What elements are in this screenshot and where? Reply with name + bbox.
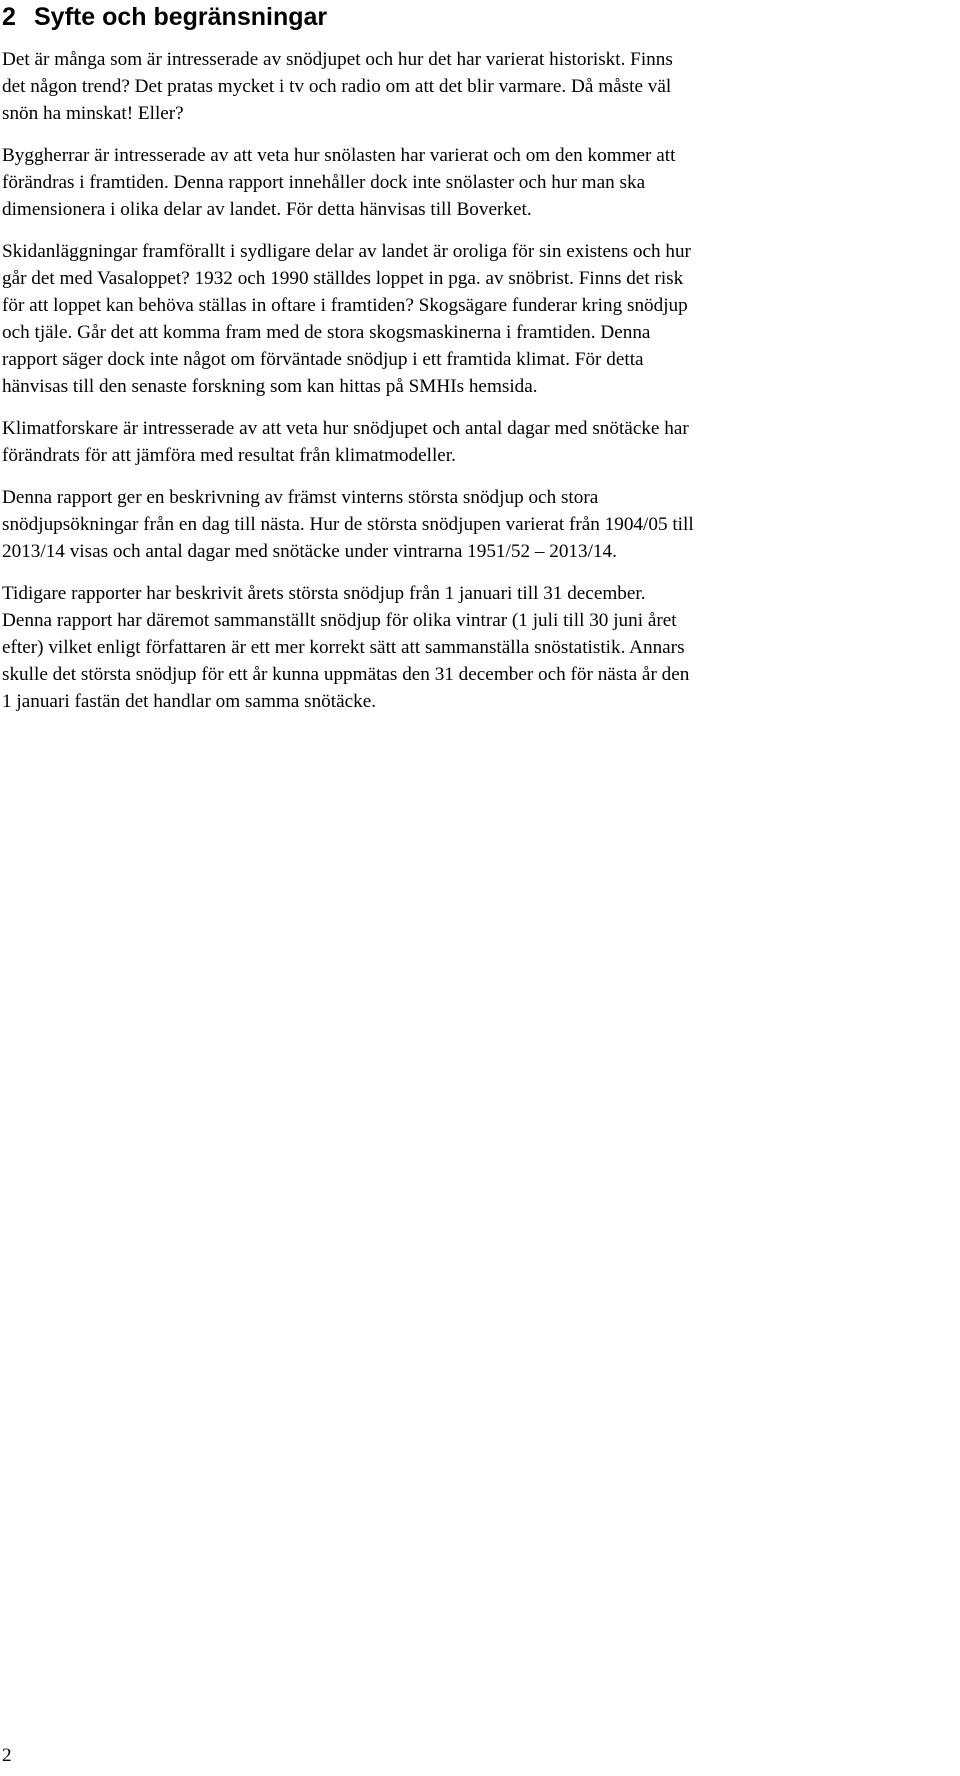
text-line: förändrats för att jämföra med resultat från klimatmodeller. <box>2 445 456 466</box>
text-line: Skidanläggningar framförallt i sydligare delar av landet är oroliga för sin existens och hur <box>2 241 691 262</box>
text-line: det någon trend? Det pratas mycket i tv och radio om att det blir varmare. Då måste väl <box>2 76 672 97</box>
paragraph-3 <box>2 238 937 400</box>
text-line: rapport säger dock inte något om förväntade snödjup i ett framtida klimat. För detta <box>2 349 644 370</box>
text-line: förändras i framtiden. Denna rapport innehåller dock inte snölaster och hur man ska <box>2 172 646 193</box>
body-text <box>2 46 937 730</box>
text-line: efter) vilket enligt författaren är ett mer korrekt sätt att sammanställa snöstatistik. Annars <box>2 637 685 658</box>
text-line: Denna rapport ger en beskrivning av främst vinterns största snödjup och stora <box>2 487 599 508</box>
text-line: 1 januari fastän det handlar om samma snötäcke. <box>2 691 377 712</box>
text-line: Tidigare rapporter har beskrivit årets största snödjup från 1 januari till 31 december. <box>2 583 646 604</box>
section-heading <box>2 2 327 32</box>
paragraph-4 <box>2 415 937 469</box>
text-line: Klimatforskare är intresserade av att veta hur snödjupet och antal dagar med snötäcke har <box>2 418 689 439</box>
text-line: Denna rapport har däremot sammanställt snödjup för olika vintrar (1 juli till 30 juni året <box>2 610 677 631</box>
text-line: snödjupsökningar från en dag till nästa. Hur de största snödjupen varierat från 1904/05 till <box>2 514 694 535</box>
text-line: Byggherrar är intresserade av att veta hur snölasten har varierat och om den kommer att <box>2 145 676 166</box>
text-line: hänvisas till den senaste forskning som kan hittas på SMHIs hemsida. <box>2 376 538 397</box>
text-line: snön ha minskat! Eller? <box>2 103 184 124</box>
paragraph-1 <box>2 46 937 127</box>
page-number: 2 <box>2 1745 12 1766</box>
text-line: och tjäle. Går det att komma fram med de stora skogsmaskinerna i framtiden. Denna <box>2 322 651 343</box>
text-line: Det är många som är intresserade av snödjupet och hur det har varierat historiskt. Finns <box>2 49 673 70</box>
section-number: 2 <box>2 3 16 31</box>
paragraph-5 <box>2 484 937 565</box>
paragraph-6 <box>2 580 937 715</box>
text-line: dimensionera i olika delar av landet. För detta hänvisas till Boverket. <box>2 199 532 220</box>
paragraph-2 <box>2 142 937 223</box>
section-title: Syfte och begränsningar <box>34 3 328 31</box>
text-line: 2013/14 visas och antal dagar med snötäcke under vintrarna 1951/52 – 2013/14. <box>2 541 617 562</box>
text-line: går det med Vasaloppet? 1932 och 1990 ställdes loppet in pga. av snöbrist. Finns det risk <box>2 268 684 289</box>
text-line: för att loppet kan behöva ställas in oftare i framtiden? Skogsägare funderar kring snödjup <box>2 295 688 316</box>
text-line: skulle det största snödjup för ett år kunna uppmätas den 31 december och för nästa år den <box>2 664 690 685</box>
